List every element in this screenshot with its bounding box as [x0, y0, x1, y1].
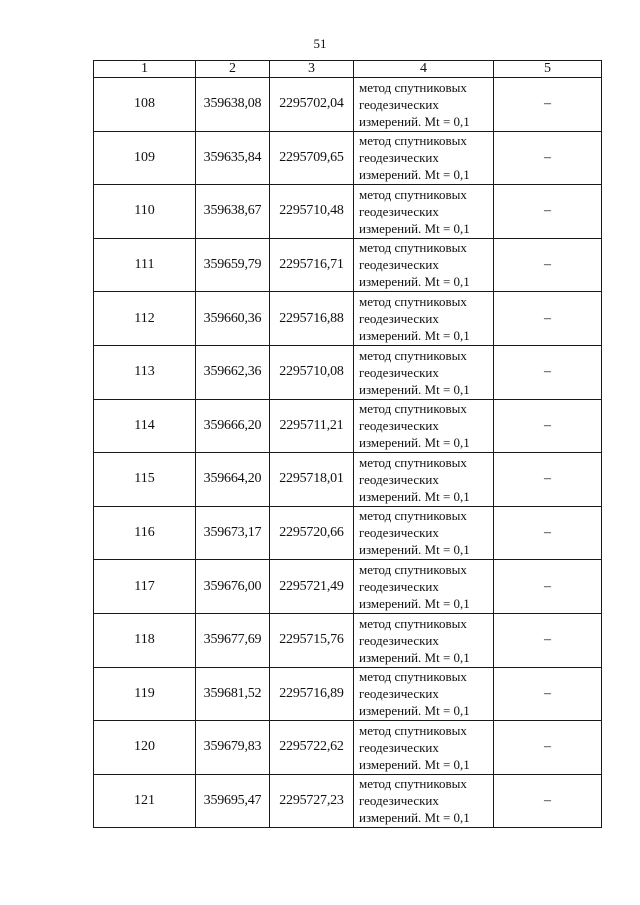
y-coordinate-cell: 2295711,21 [270, 399, 354, 453]
method-cell [354, 560, 494, 614]
method-line: измерений. Mt = 0,1 [359, 381, 470, 397]
x-coordinate-cell: 359677,69 [196, 613, 270, 667]
point-number-cell: 119 [94, 667, 196, 721]
point-number-cell: 110 [94, 185, 196, 239]
note-cell: – [494, 774, 602, 828]
method-line: геодезических [359, 364, 439, 380]
point-number-cell: 115 [94, 453, 196, 507]
y-coordinate-cell: 2295727,23 [270, 774, 354, 828]
method-cell [354, 78, 494, 132]
table-row [94, 131, 602, 185]
note-cell: – [494, 131, 602, 185]
method-line: метод спутниковых [359, 615, 467, 631]
method-cell [354, 506, 494, 560]
method-line: геодезических [359, 632, 439, 648]
x-coordinate-cell: 359660,36 [196, 292, 270, 346]
table-row [94, 506, 602, 560]
table-row [94, 613, 602, 667]
table-row [94, 238, 602, 292]
note-cell: – [494, 667, 602, 721]
method-line: геодезических [359, 471, 439, 487]
x-coordinate-cell: 359679,83 [196, 721, 270, 775]
point-number-cell: 118 [94, 613, 196, 667]
y-coordinate-cell: 2295710,08 [270, 345, 354, 399]
method-line: измерений. Mt = 0,1 [359, 327, 470, 343]
y-coordinate-cell: 2295715,76 [270, 613, 354, 667]
method-line: измерений. Mt = 0,1 [359, 167, 470, 183]
table-row [94, 78, 602, 132]
method-line: геодезических [359, 150, 439, 166]
point-number-cell: 121 [94, 774, 196, 828]
method-line: геодезических [359, 525, 439, 541]
method-line: измерений. Mt = 0,1 [359, 488, 470, 504]
method-line: геодезических [359, 739, 439, 755]
x-coordinate-cell: 359659,79 [196, 238, 270, 292]
column-header-note: 5 [494, 61, 602, 78]
method-line: измерений. Mt = 0,1 [359, 113, 470, 129]
method-line: метод спутниковых [359, 776, 467, 792]
x-coordinate-cell: 359638,08 [196, 78, 270, 132]
method-cell [354, 399, 494, 453]
note-cell: – [494, 613, 602, 667]
note-cell: – [494, 185, 602, 239]
table-row [94, 667, 602, 721]
point-number-cell: 112 [94, 292, 196, 346]
column-header-point-number: 1 [94, 61, 196, 78]
method-line: метод спутниковых [359, 186, 467, 202]
note-cell: – [494, 345, 602, 399]
method-line: метод спутниковых [359, 79, 467, 95]
table-row [94, 560, 602, 614]
x-coordinate-cell: 359666,20 [196, 399, 270, 453]
note-cell: – [494, 78, 602, 132]
y-coordinate-cell: 2295721,49 [270, 560, 354, 614]
note-cell: – [494, 721, 602, 775]
method-line: геодезических [359, 203, 439, 219]
method-line: измерений. Mt = 0,1 [359, 435, 470, 451]
x-coordinate-cell: 359695,47 [196, 774, 270, 828]
point-number-cell: 109 [94, 131, 196, 185]
method-line: измерений. Mt = 0,1 [359, 756, 470, 772]
method-cell [354, 613, 494, 667]
note-cell: – [494, 399, 602, 453]
table-body [94, 78, 602, 828]
x-coordinate-cell: 359681,52 [196, 667, 270, 721]
note-cell: – [494, 560, 602, 614]
table-row [94, 345, 602, 399]
point-number-cell: 111 [94, 238, 196, 292]
table-row [94, 453, 602, 507]
y-coordinate-cell: 2295702,04 [270, 78, 354, 132]
point-number-cell: 114 [94, 399, 196, 453]
y-coordinate-cell: 2295710,48 [270, 185, 354, 239]
method-cell [354, 238, 494, 292]
column-header-method: 4 [354, 61, 494, 78]
y-coordinate-cell: 2295709,65 [270, 131, 354, 185]
point-number-cell: 117 [94, 560, 196, 614]
method-line: геодезических [359, 578, 439, 594]
method-line: геодезических [359, 257, 439, 273]
method-line: геодезических [359, 310, 439, 326]
table-row [94, 185, 602, 239]
y-coordinate-cell: 2295716,88 [270, 292, 354, 346]
method-cell [354, 453, 494, 507]
method-line: геодезических [359, 686, 439, 702]
x-coordinate-cell: 359638,67 [196, 185, 270, 239]
point-number-cell: 113 [94, 345, 196, 399]
point-number-cell: 120 [94, 721, 196, 775]
method-line: измерений. Mt = 0,1 [359, 595, 470, 611]
note-cell: – [494, 506, 602, 560]
table-row [94, 721, 602, 775]
y-coordinate-cell: 2295722,62 [270, 721, 354, 775]
note-cell: – [494, 453, 602, 507]
table-row [94, 292, 602, 346]
table-header [94, 61, 602, 78]
column-header-x-coordinate: 2 [196, 61, 270, 78]
column-header-y-coordinate: 3 [270, 61, 354, 78]
method-cell [354, 345, 494, 399]
method-cell [354, 774, 494, 828]
method-line: метод спутниковых [359, 133, 467, 149]
page-number: 51 [313, 36, 327, 51]
x-coordinate-cell: 359676,00 [196, 560, 270, 614]
method-line: метод спутниковых [359, 508, 467, 524]
note-cell: – [494, 238, 602, 292]
coordinates-table [93, 60, 602, 828]
y-coordinate-cell: 2295718,01 [270, 453, 354, 507]
method-line: метод спутниковых [359, 669, 467, 685]
method-line: измерений. Mt = 0,1 [359, 703, 470, 719]
point-number-cell: 116 [94, 506, 196, 560]
x-coordinate-cell: 359635,84 [196, 131, 270, 185]
method-cell [354, 292, 494, 346]
method-cell [354, 131, 494, 185]
method-line: метод спутниковых [359, 240, 467, 256]
method-line: метод спутниковых [359, 293, 467, 309]
note-cell: – [494, 292, 602, 346]
method-line: метод спутниковых [359, 722, 467, 738]
method-line: геодезических [359, 96, 439, 112]
method-line: геодезических [359, 418, 439, 434]
method-line: метод спутниковых [359, 347, 467, 363]
x-coordinate-cell: 359662,36 [196, 345, 270, 399]
y-coordinate-cell: 2295716,89 [270, 667, 354, 721]
method-line: измерений. Mt = 0,1 [359, 542, 470, 558]
x-coordinate-cell: 359673,17 [196, 506, 270, 560]
y-coordinate-cell: 2295720,66 [270, 506, 354, 560]
point-number-cell: 108 [94, 78, 196, 132]
method-cell [354, 185, 494, 239]
y-coordinate-cell: 2295716,71 [270, 238, 354, 292]
method-cell [354, 667, 494, 721]
method-line: метод спутниковых [359, 561, 467, 577]
method-line: измерений. Mt = 0,1 [359, 649, 470, 665]
method-line: измерений. Mt = 0,1 [359, 810, 470, 826]
method-line: измерений. Mt = 0,1 [359, 220, 470, 236]
table-row [94, 399, 602, 453]
table-row [94, 774, 602, 828]
x-coordinate-cell: 359664,20 [196, 453, 270, 507]
method-line: метод спутниковых [359, 401, 467, 417]
method-line: измерений. Mt = 0,1 [359, 274, 470, 290]
header-row [94, 61, 602, 78]
method-cell [354, 721, 494, 775]
method-line: метод спутниковых [359, 454, 467, 470]
method-line: геодезических [359, 793, 439, 809]
